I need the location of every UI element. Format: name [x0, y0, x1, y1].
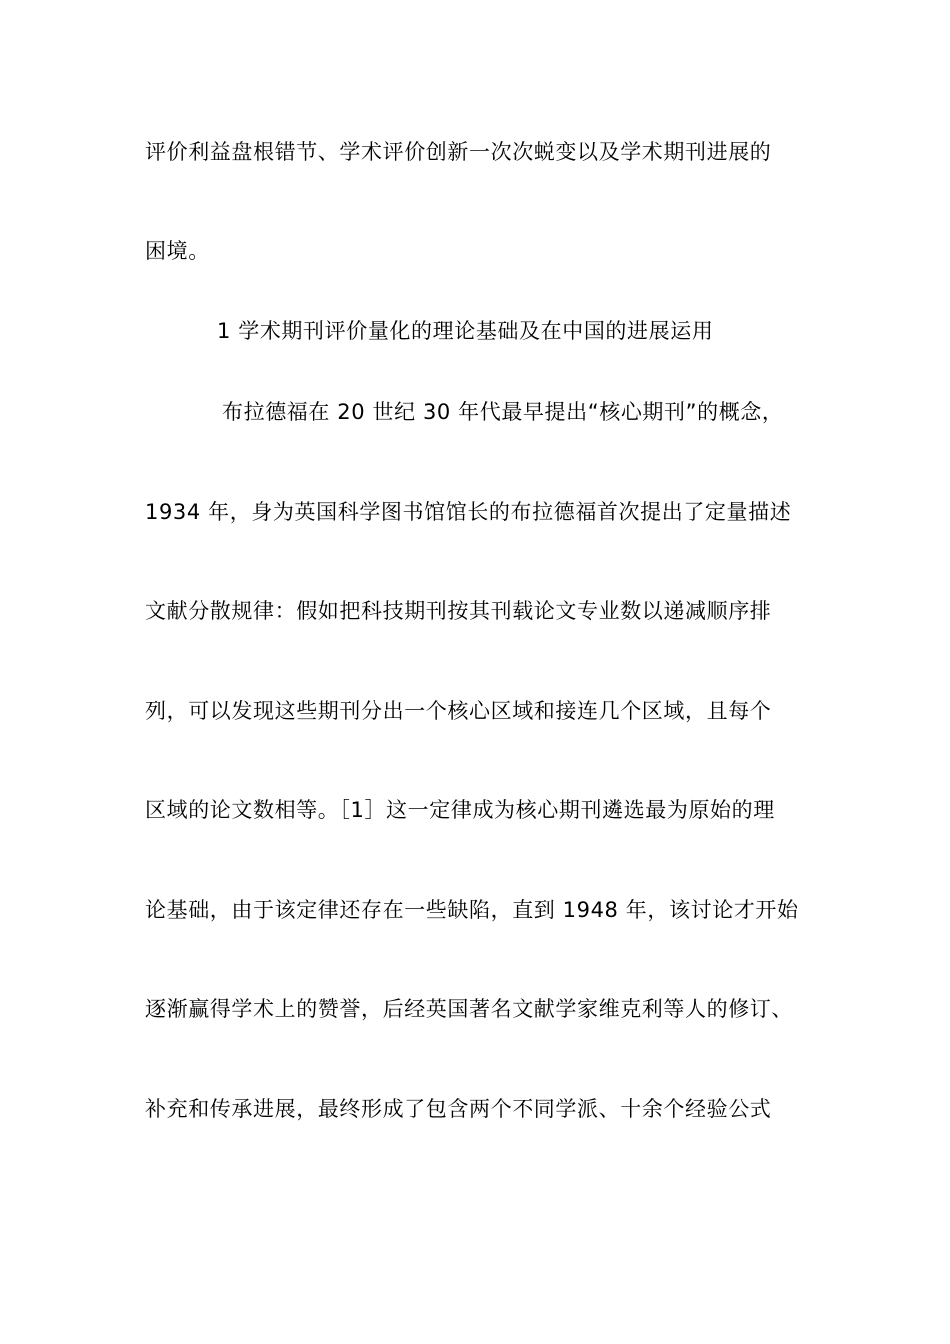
paragraph-line: 布拉德福在 20 世纪 30 年代最早提出“核心期刊”的概念，: [222, 400, 784, 424]
paragraph-line: 补充和传承进展，最终形成了包含两个不同学派、十余个经验公式: [145, 1097, 772, 1121]
paragraph-line: 区域的论文数相等。［1］这一定律成为核心期刊遴选最为原始的理: [145, 798, 775, 822]
paragraph-line: 1934 年，身为英国科学图书馆馆长的布拉德福首次提出了定量描述: [145, 500, 792, 524]
paragraph-line: 文献分散规律：假如把科技期刊按其刊载论文专业数以递减顺序排: [145, 599, 772, 623]
paragraph-line: 论基础，由于该定律还存在一些缺陷，直到 1948 年，该讨论才开始: [145, 898, 799, 922]
paragraph-line: 列，可以发现这些期刊分出一个核心区域和接连几个区域，且每个: [145, 699, 772, 723]
paragraph-line: 困境。: [145, 239, 210, 263]
paragraph-line: 评价利益盘根错节、学术评价创新一次次蜕变以及学术期刊进展的: [145, 140, 772, 164]
paragraph-line: 逐渐赢得学术上的赞誉，后经英国著名文献学家维克利等人的修订、: [145, 997, 793, 1021]
section-heading: 1 学术期刊评价量化的理论基础及在中国的进展运用: [217, 319, 714, 343]
